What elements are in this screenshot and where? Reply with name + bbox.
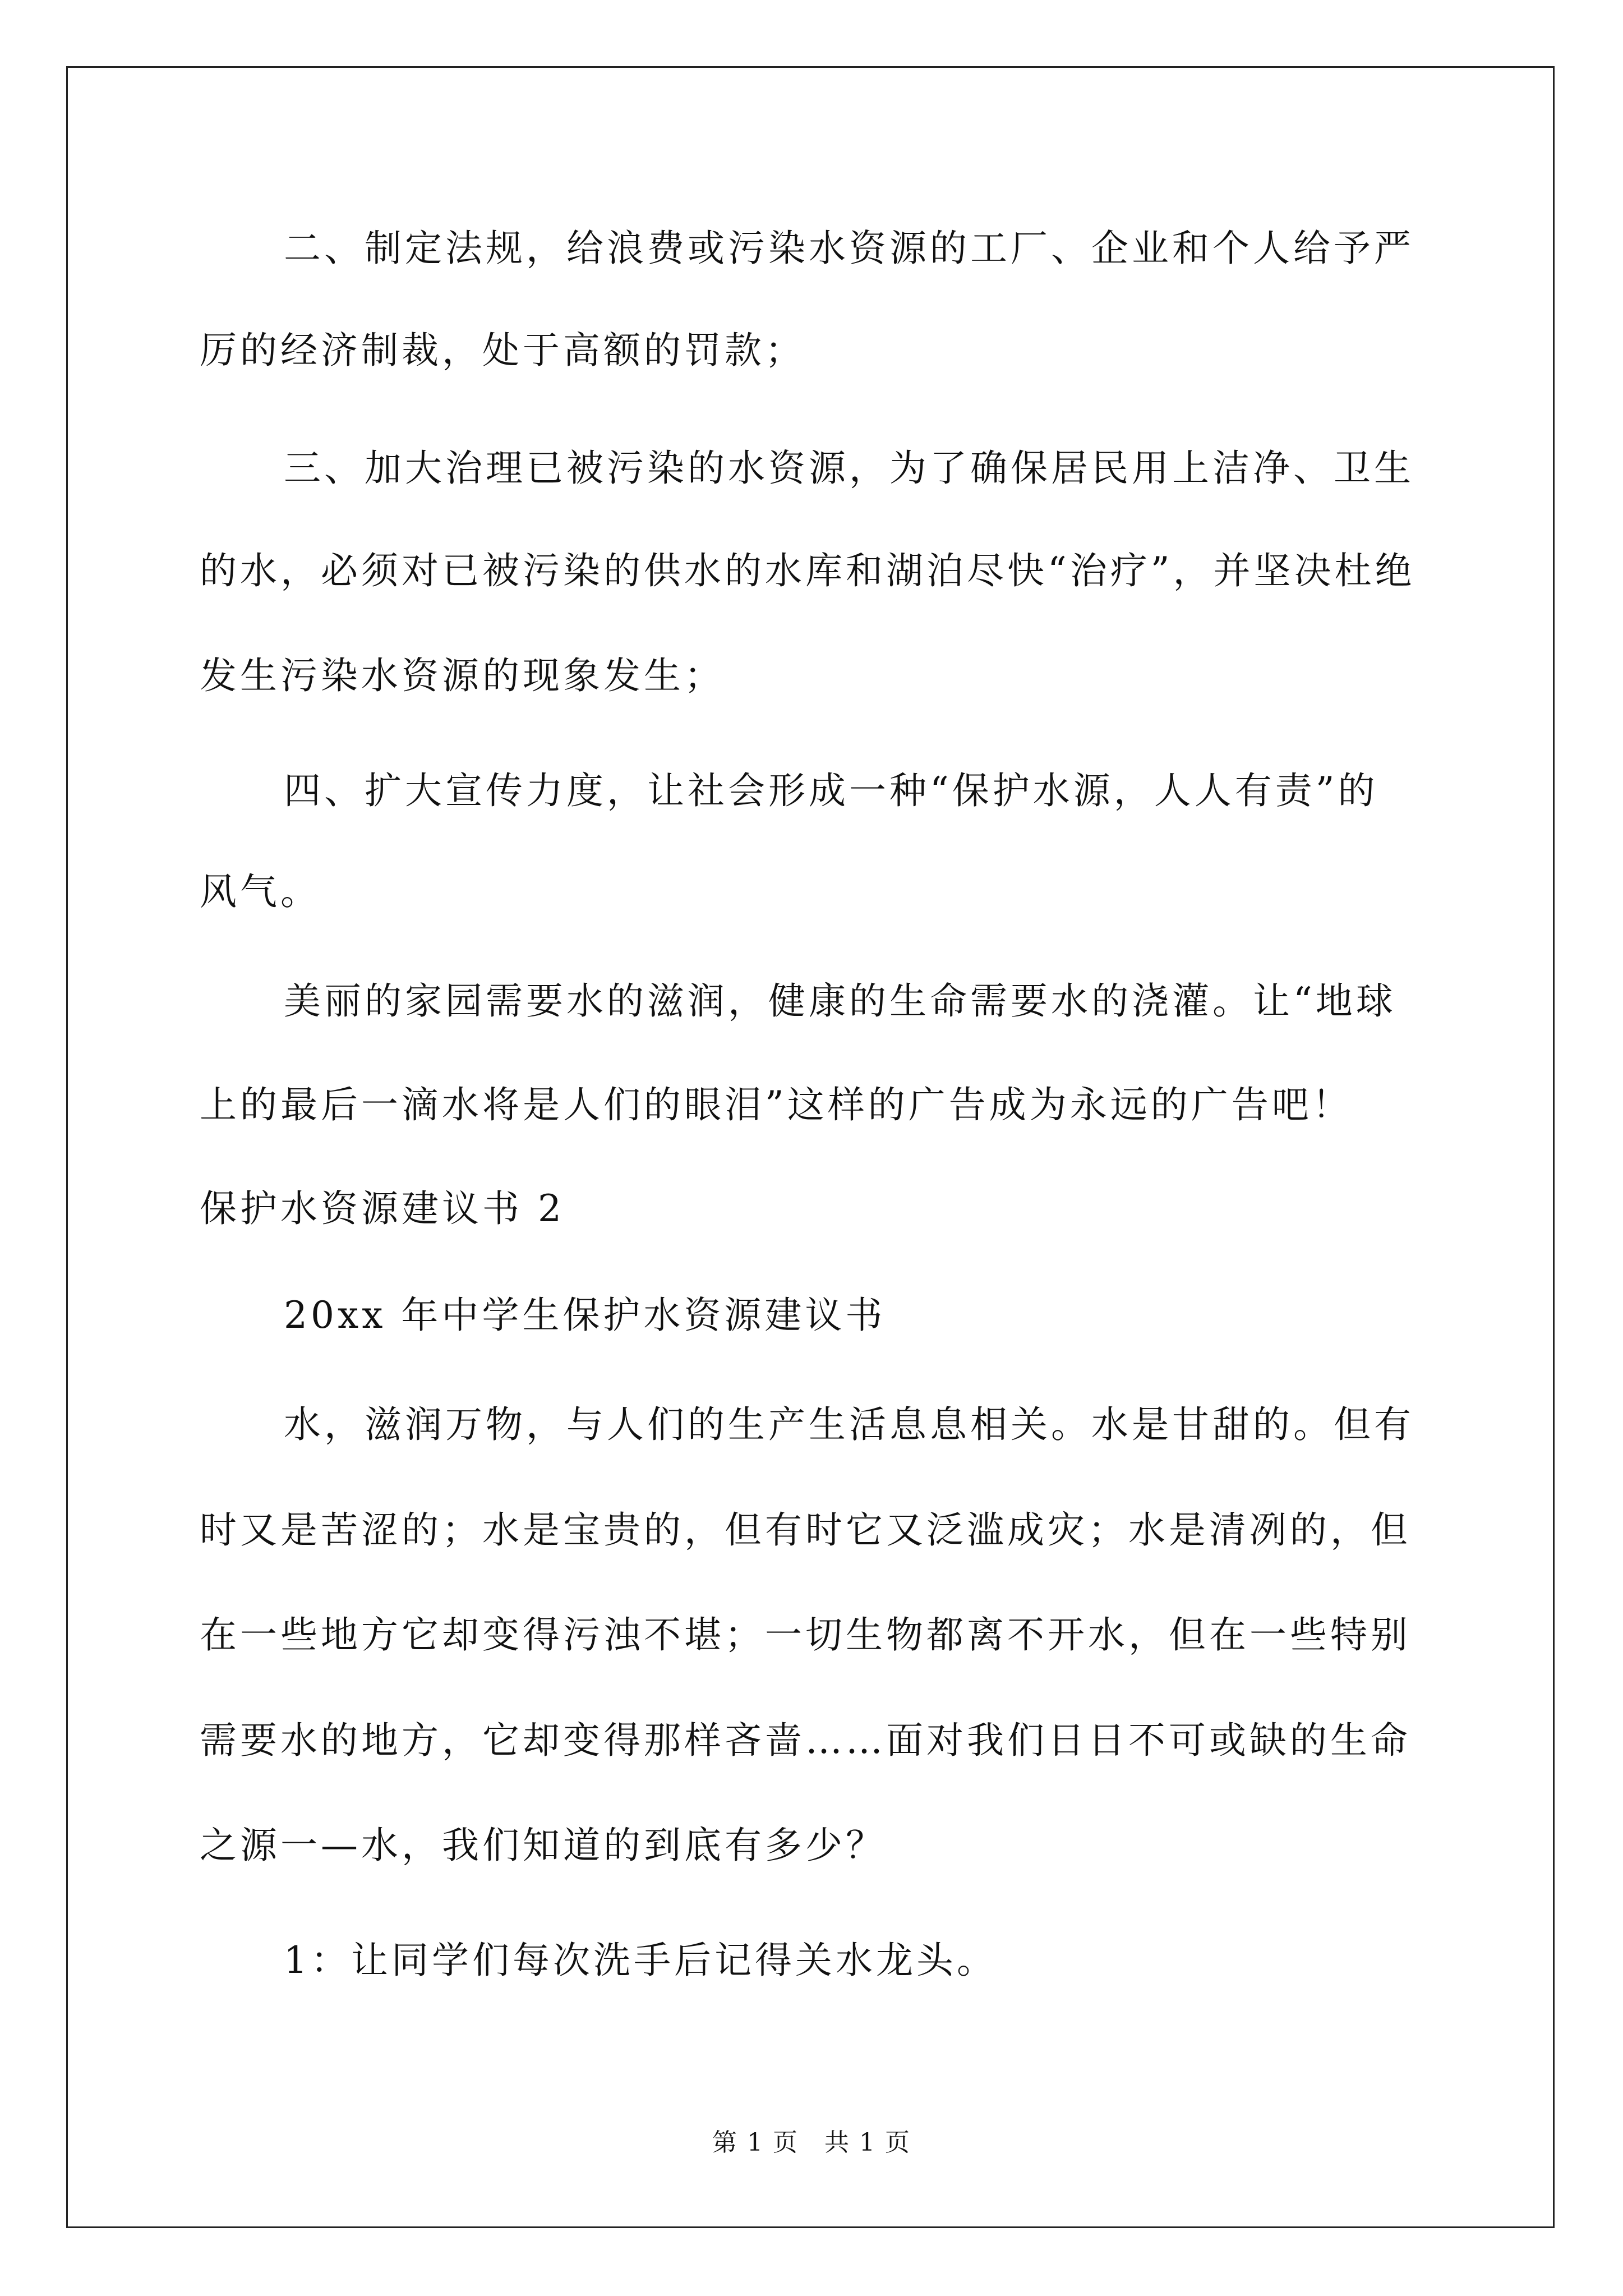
paragraph-line: 美丽的家园需要水的滋润，健康的生命需要水的浇灌。让“地球 (284, 979, 1396, 1023)
paragraph-line: 的水，必须对已被污染的供水的水库和湖泊尽快“治疗”，并坚决杜绝 (200, 549, 1415, 592)
paragraph-line: 水，滋润万物，与人们的生产生活息息相关。水是甘甜的。但有 (284, 1403, 1414, 1446)
paragraph-line: 发生污染水资源的现象发生； (200, 654, 725, 697)
section-title: 保护水资源建议书 2 (200, 1187, 565, 1230)
paragraph-line: 之源一—水，我们知道的到底有多少？ (200, 1824, 886, 1867)
paragraph-line: 时又是苦涩的；水是宝贵的，但有时它又泛滥成灾；水是清冽的，但 (200, 1508, 1411, 1552)
paragraph-line: 四、扩大宣传力度，让社会形成一种“保护水源，人人有责”的 (284, 769, 1378, 812)
paragraph-line: 上的最后一滴水将是人们的眼泪”这样的广告成为永远的广告吧！ (200, 1083, 1353, 1126)
paragraph-line: 在一些地方它却变得污浊不堪；一切生物都离不开水，但在一些特别 (200, 1613, 1411, 1657)
page-footer: 第 1 页 共 1 页 (712, 2128, 911, 2157)
page-border (66, 66, 1555, 2228)
paragraph-line: 需要水的地方，它却变得那样吝啬……面对我们日日不可或缺的生命 (200, 1719, 1411, 1762)
paragraph-line: 二、制定法规，给浪费或污染水资源的工厂、企业和个人给予严 (284, 227, 1414, 270)
document-subtitle: 20xx 年中学生保护水资源建议书 (284, 1294, 886, 1337)
paragraph-line: 三、加大治理已被污染的水资源，为了确保居民用上洁净、卫生 (284, 447, 1414, 490)
paragraph-line: 风气。 (200, 870, 321, 913)
paragraph-line: 1：让同学们每次洗手后记得关水龙头。 (284, 1939, 997, 1982)
paragraph-line: 厉的经济制裁，处于高额的罚款； (200, 329, 805, 372)
